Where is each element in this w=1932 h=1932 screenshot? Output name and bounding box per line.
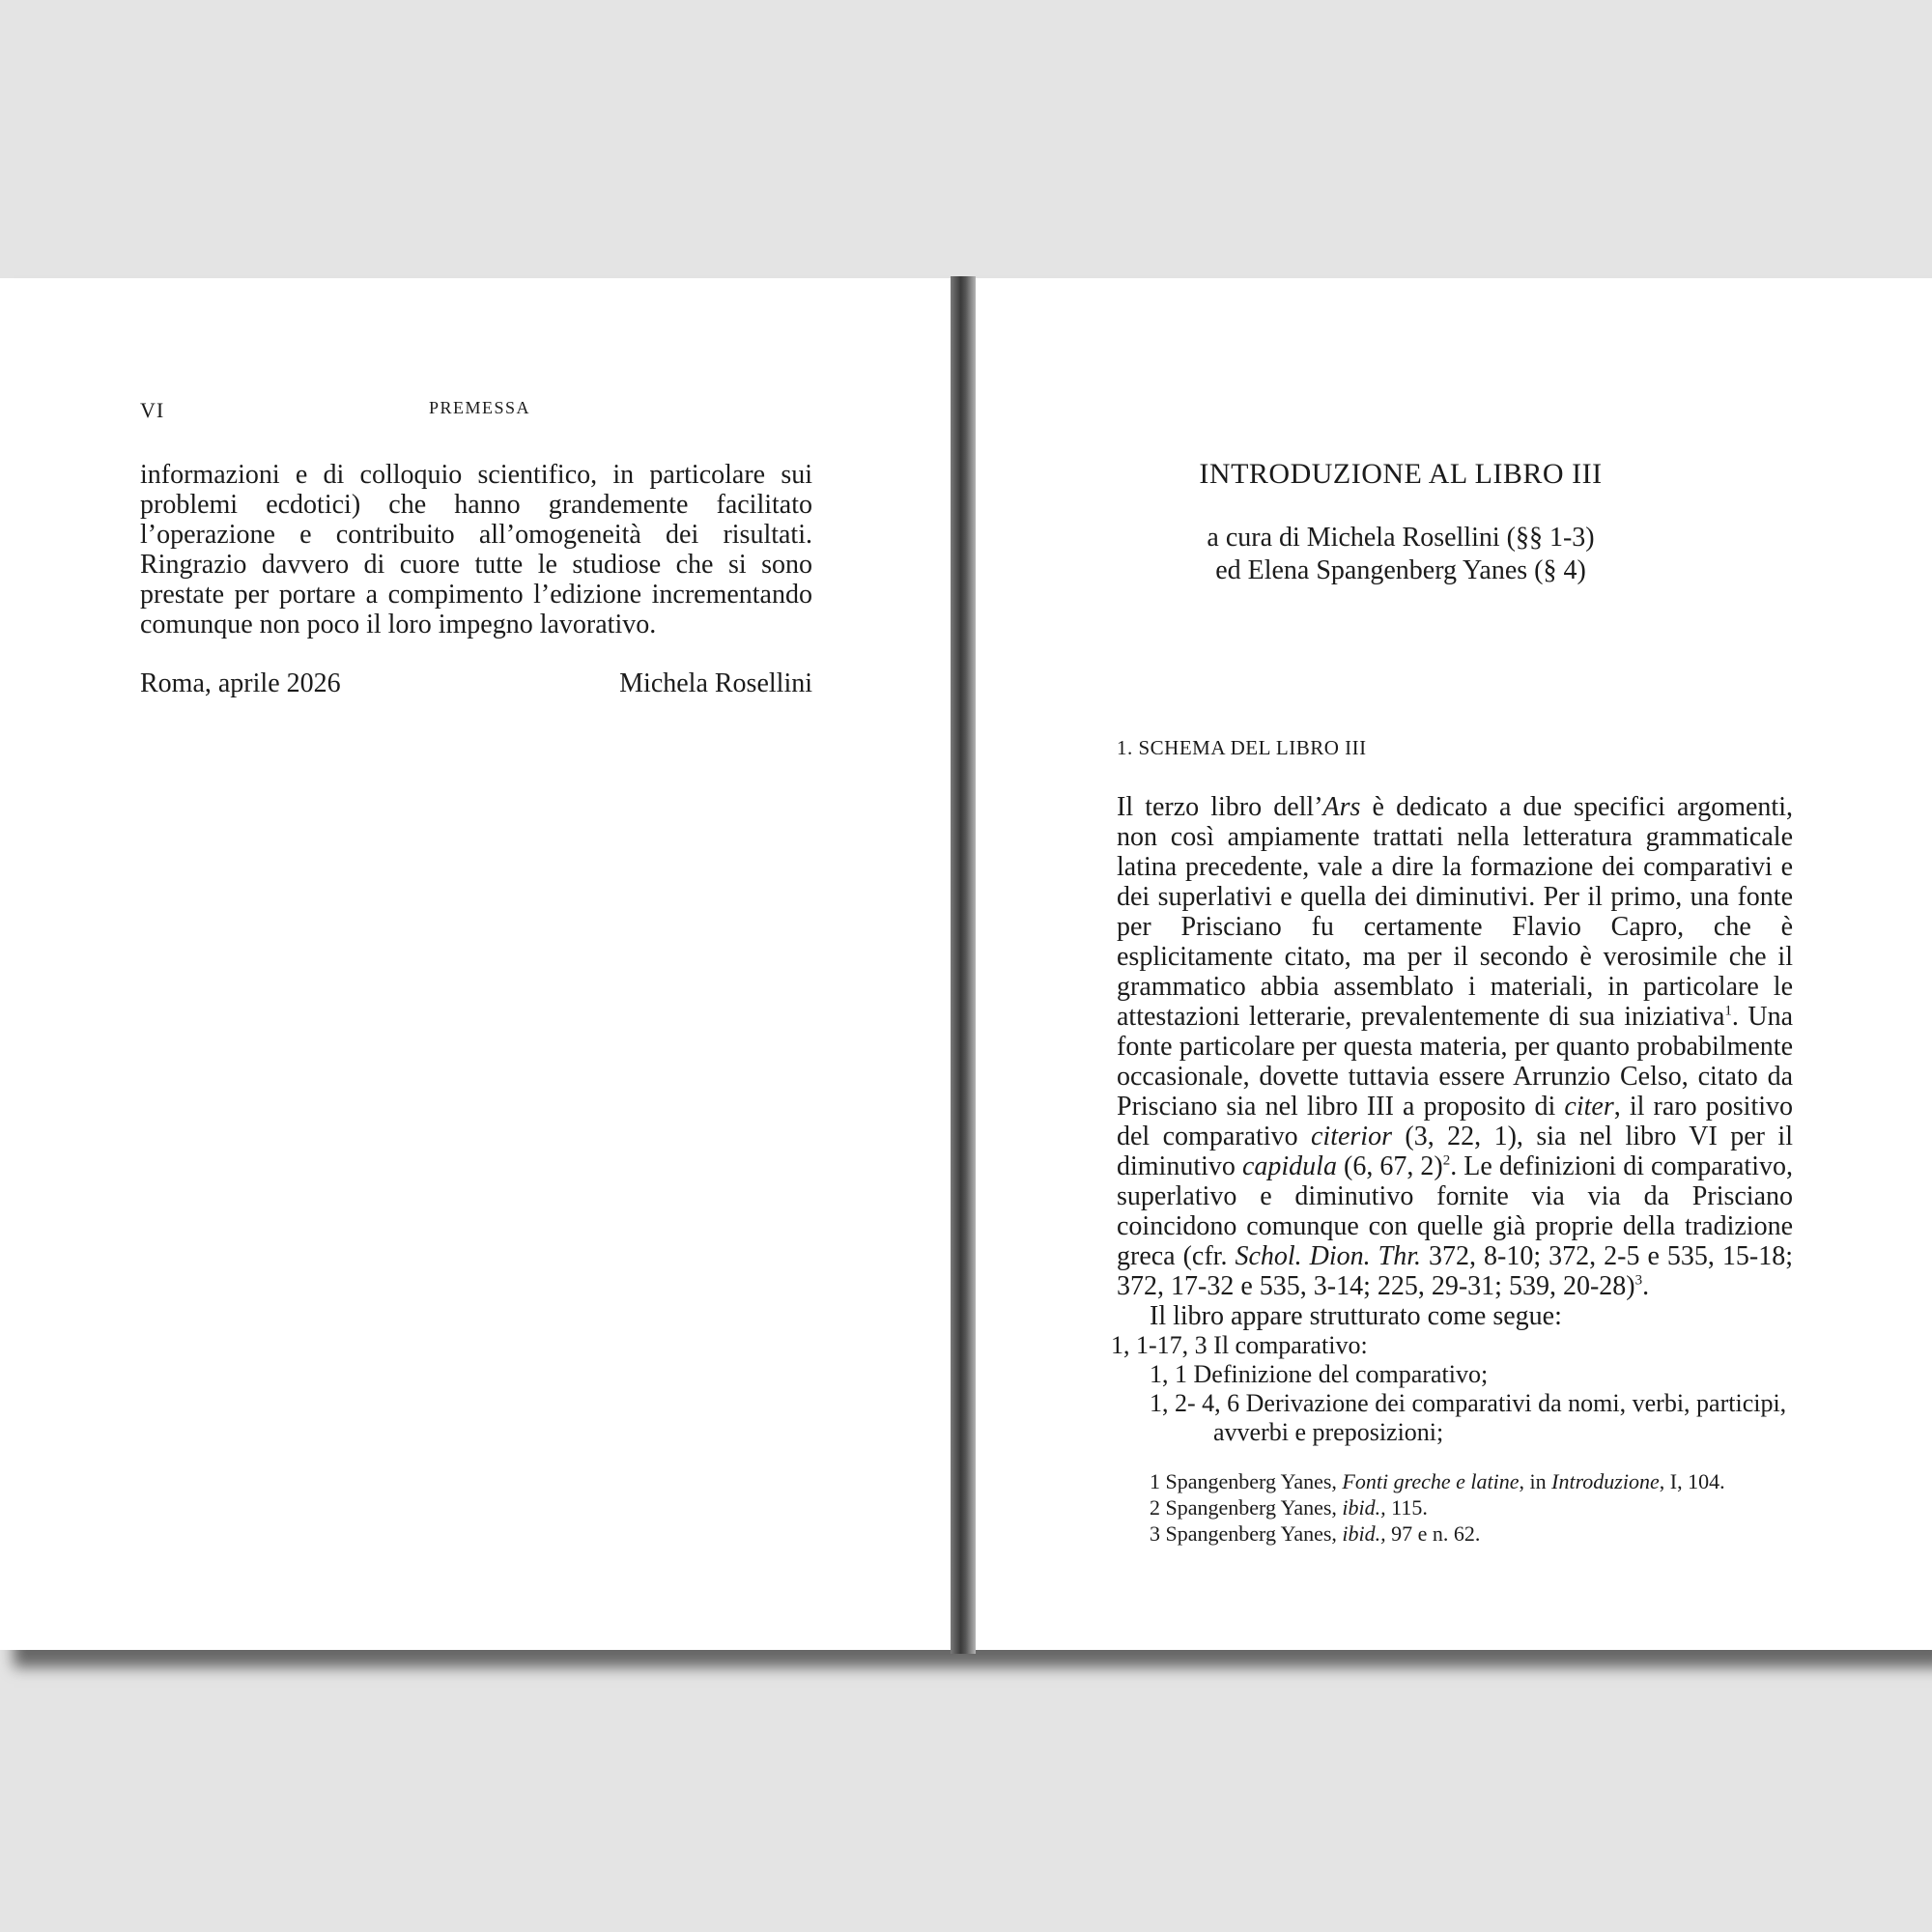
preface-text: [140, 460, 812, 639]
footnote: 3 Spangenberg Yanes, ibid., 97 e n. 62.: [1150, 1521, 1481, 1546]
curator-line: ed Elena Spangenberg Yanes (§ 4): [1215, 555, 1586, 585]
section-heading: 1. SCHEMA DEL LIBRO III: [1117, 736, 1367, 759]
signature-row: [140, 668, 812, 699]
footnote-ref[interactable]: 2: [1442, 1152, 1451, 1169]
outline-item: 1, 1 Definizione del comparativo;: [1150, 1360, 1489, 1388]
footnote: 2 Spangenberg Yanes, ibid., 115.: [1150, 1495, 1428, 1520]
footnotes: [1150, 1468, 1787, 1547]
right-page: [968, 278, 1932, 1650]
running-title: PREMESSA: [429, 398, 531, 417]
outline-item: 1, 2- 4, 6 Derivazione dei comparativi da nomi, verbi, participi, avverbi e preposizioni;: [1150, 1389, 1787, 1446]
book-outline: [1111, 1331, 1793, 1447]
chapter-body: [1117, 792, 1793, 1331]
outline-item: 1, 1-17, 3 Il comparativo:: [1111, 1331, 1368, 1359]
book-spread: [0, 278, 1932, 1650]
curators: [1065, 522, 1737, 587]
body-paragraph: Il libro appare strutturato come segue:: [1150, 1301, 1562, 1331]
footnote-ref[interactable]: 3: [1634, 1272, 1643, 1289]
preface-paragraph: informazioni e di colloquio scientifico, in particolare sui problemi ecdotici) che hanno grandemente facilitato l’operazione e contribuito all’omogeneità dei risultati. Ringrazio davvero di cuore tutte le studiose che si sono prestate per portare a compimento l’edizione incrementando comunque non poco il loro impegno lavorativo.: [140, 460, 812, 639]
body-paragraph: Il terzo libro dell’Ars è dedicato a due specifici argomenti, non così ampiamente trattati nella letteratura grammaticale latina precedente, vale a dire la formazione dei comparativi e dei superlativi e quella dei diminutivi. Per il primo, una fonte per Prisciano fu certamente Flavio Capro, che è esplicitamente citato, ma per il secondo è verosimile che il grammatico abbia assemblato i materiali, in particolare le attestazioni letterarie, prevalentemente di sua iniziativa$^1$. Una fonte particolare per questa materia, per quanto probabilmente occasionale, dovette tuttavia essere Arrunzio Celso, citato da Prisciano sia nel libro III a proposito di citer, il raro positivo del comparativo citerior (3, 22, 1), sia nel libro VI per il diminutivo capidula (6, 67, 2)$^2$. Le definizioni di comparativo, superlativo e diminutivo fornite via via da Prisciano coincidono comunque con quelle già proprie della tradizione greca (cfr. Schol. Dion. Thr. 372, 8-10; 372, 2-5 e 535, 15-18; 372, 17-32 e 535, 3-14; 225, 29-31; 539, 20-28)$^3$.: [1117, 792, 1793, 1301]
footnote: 1 Spangenberg Yanes, Fonti greche e latine, in Introduzione, I, 104.: [1150, 1469, 1725, 1493]
footnote-ref[interactable]: 1: [1724, 1003, 1732, 1019]
author-signature: Michela Rosellini: [619, 668, 812, 698]
left-page: [0, 278, 956, 1650]
page-folio: VI: [140, 398, 165, 422]
place-date: Roma, aprile 2026: [140, 668, 341, 698]
chapter-title: INTRODUZIONE AL LIBRO III: [1199, 458, 1603, 490]
curator-line: a cura di Michela Rosellini (§§ 1-3): [1207, 523, 1595, 553]
